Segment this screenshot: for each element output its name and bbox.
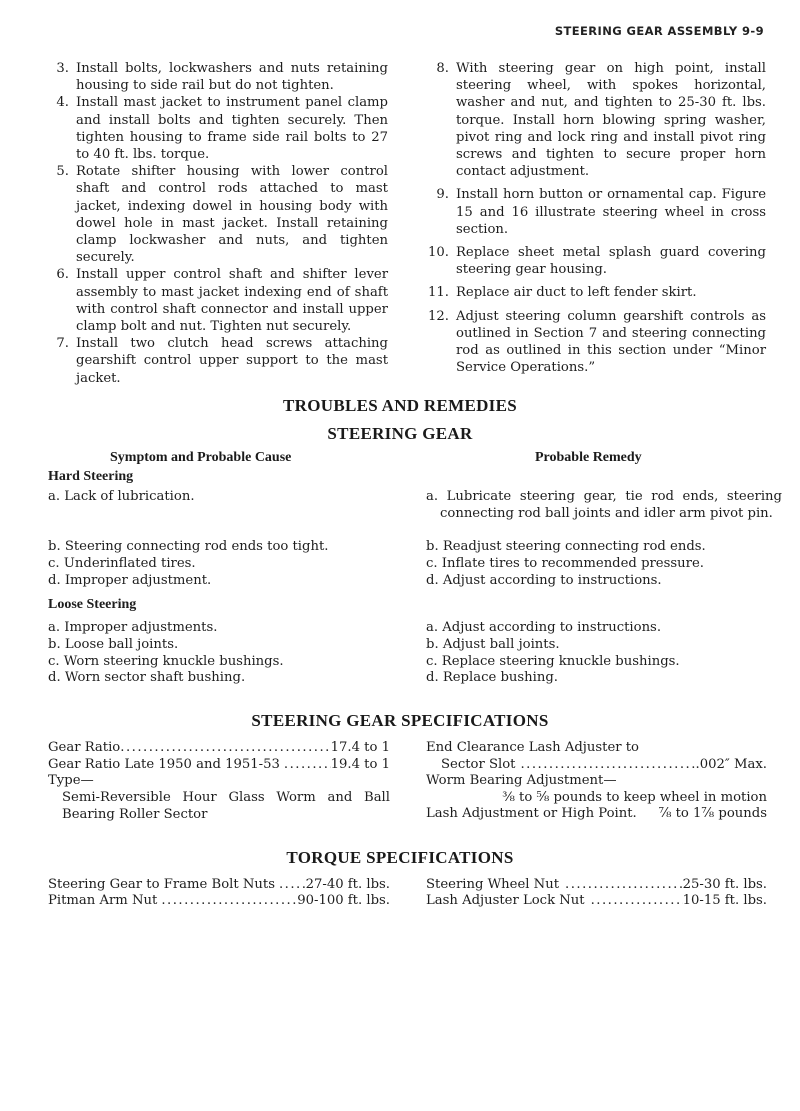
leader-dots xyxy=(120,739,330,756)
assembly-steps-left xyxy=(48,60,388,387)
step-number: 10. xyxy=(428,245,449,261)
assembly-steps-right xyxy=(426,60,766,382)
torque-row xyxy=(48,876,390,893)
torque-row xyxy=(426,876,767,893)
step-number: 8. xyxy=(436,61,449,76)
torque-row xyxy=(48,892,390,909)
spec-label: Gear Ratio xyxy=(48,740,121,755)
spec-gear-ratio-late xyxy=(48,756,390,773)
step-item xyxy=(426,186,766,238)
cause-item: a. Improper adjustments. xyxy=(48,620,218,635)
step-item xyxy=(48,60,388,94)
torque-label: Steering Wheel Nut xyxy=(426,877,559,892)
spec-sector-slot xyxy=(441,756,767,773)
remedy-item: b. Readjust steering connecting rod ends. xyxy=(426,539,706,554)
step-text: Adjust steering column gearshift controls as outlined in Section 7 and steering connecting rod as outlined in this section under “Minor Service Operations.” xyxy=(456,308,766,376)
cause-item: d. Improper adjustment. xyxy=(48,573,212,588)
step-number: 11. xyxy=(428,285,449,301)
cause-item: c. Underinflated tires. xyxy=(48,556,196,571)
step-text: Rotate shifter housing with lower control shaft and control rods attached to mast jacket, indexing dowel in housing body with dowel hole in mast jacket. Install retaining clamp lockwasher and nuts, and tighten securely. xyxy=(76,164,388,266)
group-title-loose-steering: Loose Steering xyxy=(48,597,137,612)
torque-row xyxy=(426,892,767,909)
spec-type-label: Type— xyxy=(48,773,94,788)
torque-value: 90-100 ft. lbs. xyxy=(297,893,390,908)
spec-type-value: Semi-Reversible Hour Glass Worm and Ball Bearing Roller Sector xyxy=(62,790,390,822)
step-number: 3. xyxy=(56,61,69,76)
cause-item: b. Steering connecting rod ends too tight. xyxy=(48,539,329,554)
spec-value: 19.4 to 1 xyxy=(330,757,390,772)
leader-dots xyxy=(559,876,683,893)
step-number: 12. xyxy=(428,308,449,324)
remedy-item: c. Replace steering knuckle bushings. xyxy=(426,654,680,669)
step-item xyxy=(48,335,388,387)
cause-item: a. Lack of lubrication. xyxy=(48,489,195,504)
leader-dots xyxy=(280,756,331,773)
step-text: Install horn button or ornamental cap. Figure 15 and 16 illustrate steering wheel in cross section. xyxy=(456,187,766,237)
torque-label: Steering Gear to Frame Bolt Nuts xyxy=(48,877,275,892)
step-number: 7. xyxy=(56,336,69,352)
spec-value: 17.4 to 1 xyxy=(330,740,390,755)
step-number: 5. xyxy=(56,164,69,180)
step-number: 9. xyxy=(436,187,449,203)
step-item xyxy=(426,308,766,377)
steering-gear-subheading: STEERING GEAR xyxy=(327,424,473,443)
spec-lash-adjustment xyxy=(426,805,767,822)
spec-label: Sector Slot xyxy=(441,757,516,772)
step-item xyxy=(426,60,766,180)
remedy-item: d. Adjust according to instructions. xyxy=(426,573,662,588)
step-text: Install upper control shaft and shifter lever assembly to mast jacket indexing end of shaft with control shaft connector and install upper clamp bolt and nut. Tighten nut securely. xyxy=(76,267,388,335)
spec-label: Lash Adjustment or High Point. xyxy=(426,806,637,821)
spec-value: ⅞ to 1⅞ pounds xyxy=(658,806,767,821)
step-text: Install mast jacket to instrument panel clamp and install bolts and tighten securely. Then tighten housing to frame side rail bolts to 27 to 40 ft. lbs. torque. xyxy=(76,95,388,163)
remedy-item: b. Adjust ball joints. xyxy=(426,637,560,652)
spec-label: Gear Ratio Late 1950 and 1951-53 xyxy=(48,757,280,772)
step-text: Replace air duct to left fender skirt. xyxy=(456,285,697,301)
spec-gear-ratio xyxy=(48,739,390,756)
step-item xyxy=(48,266,388,335)
step-text: Install two clutch head screws attaching gearshift control upper support to the mast jacket. xyxy=(76,336,388,386)
cause-item: b. Loose ball joints. xyxy=(48,637,179,652)
torque-value: 10-15 ft. lbs. xyxy=(682,893,767,908)
gear-specs-heading: STEERING GEAR SPECIFICATIONS xyxy=(251,711,549,730)
remedy-item: c. Inflate tires to recommended pressure. xyxy=(426,556,704,571)
running-head: STEERING GEAR ASSEMBLY 9-9 xyxy=(554,24,764,38)
cause-item: c. Worn steering knuckle bushings. xyxy=(48,654,284,669)
torque-label: Lash Adjuster Lock Nut xyxy=(426,893,585,908)
leader-dots xyxy=(585,892,683,909)
step-text: Replace sheet metal splash guard covering steering gear housing. xyxy=(456,245,766,278)
troubles-heading: TROUBLES AND REMEDIES xyxy=(283,396,517,415)
leader-dots xyxy=(275,876,306,893)
step-item xyxy=(426,284,766,301)
remedy-item: d. Replace bushing. xyxy=(426,670,559,685)
step-item xyxy=(426,244,766,278)
step-text: Install bolts, lockwashers and nuts retaining housing to side rail but do not tighten. xyxy=(76,61,388,94)
symptom-column-header: Symptom and Probable Cause xyxy=(110,450,292,465)
spec-value: .002″ Max. xyxy=(695,757,767,772)
step-number: 6. xyxy=(56,267,69,283)
spec-worm-bearing-value: ⅜ to ⅝ pounds to keep wheel in motion xyxy=(502,790,767,805)
spec-end-clearance-label: End Clearance Lash Adjuster to xyxy=(426,740,639,755)
remedy-item: a. Adjust according to instructions. xyxy=(426,620,662,635)
step-item xyxy=(48,163,388,266)
group-title-hard-steering: Hard Steering xyxy=(48,469,134,484)
cause-item: d. Worn sector shaft bushing. xyxy=(48,670,246,685)
torque-value: 27-40 ft. lbs. xyxy=(305,877,390,892)
step-item xyxy=(48,94,388,163)
leader-dots xyxy=(157,892,297,909)
step-text: With steering gear on high point, install steering wheel, with spokes horizontal, washer and nut, and tighten to 25-30 ft. lbs. torque. Install horn blowing spring washer, pivot ring and lock ring and install pivot ring screws and tighten to secure proper horn contact adjustment. xyxy=(456,61,766,180)
step-number: 4. xyxy=(56,95,69,111)
spec-worm-bearing-label: Worm Bearing Adjustment— xyxy=(426,773,617,788)
torque-value: 25-30 ft. lbs. xyxy=(682,877,767,892)
torque-specs-heading: TORQUE SPECIFICATIONS xyxy=(286,848,514,867)
leader-dots xyxy=(515,756,695,773)
torque-label: Pitman Arm Nut xyxy=(48,893,158,908)
remedy-column-header: Probable Remedy xyxy=(535,450,642,465)
remedy-item: a. Lubricate steering gear, tie rod ends, steering connecting rod ball joints and idler arm pivot pin. xyxy=(426,489,782,521)
